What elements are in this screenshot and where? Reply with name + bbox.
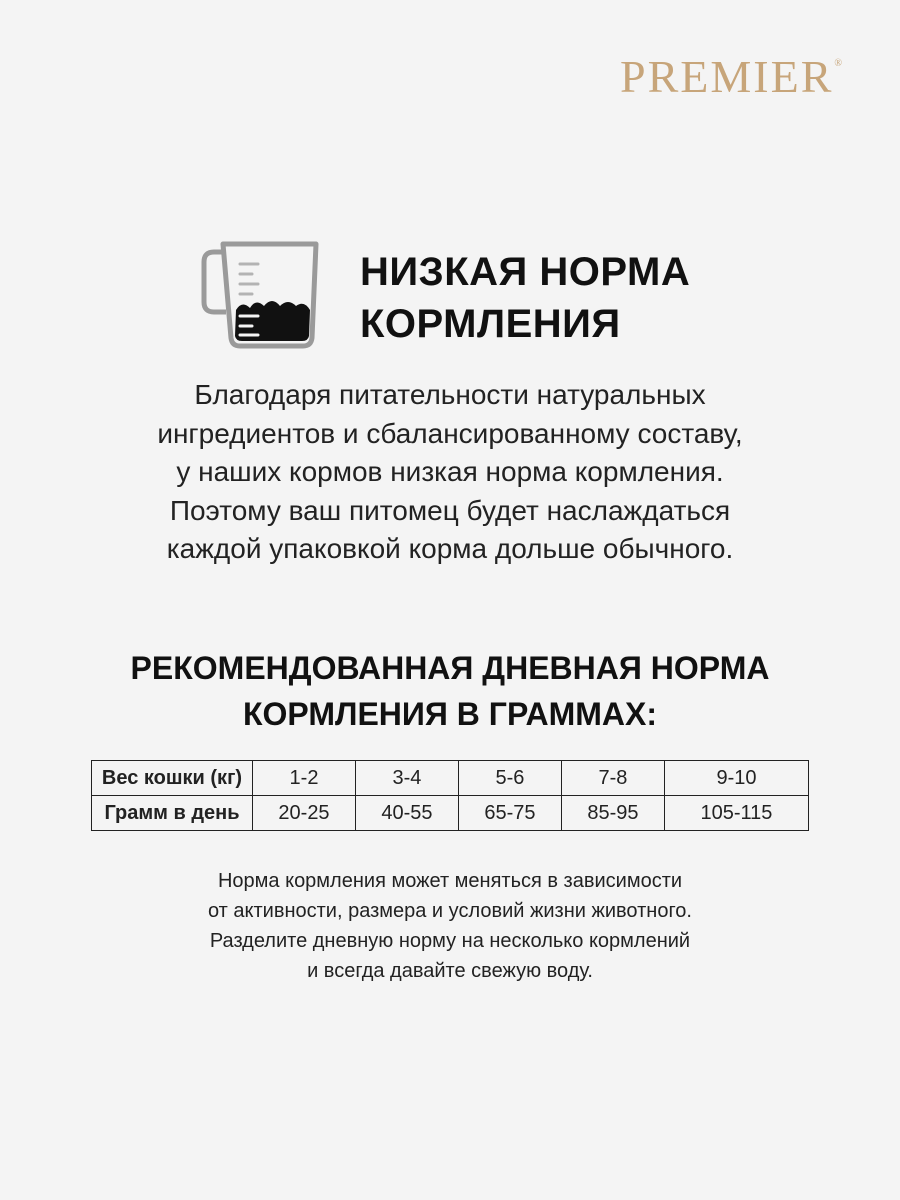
measuring-cup-icon — [196, 240, 322, 352]
intro-line: каждой упаковкой корма дольше обычного. — [166, 533, 734, 564]
row-header: Грамм в день — [92, 796, 253, 831]
intro-line: Благодаря питательности натуральных — [194, 379, 706, 410]
table-cell: 85-95 — [561, 796, 664, 831]
table-row-grams — [92, 796, 809, 831]
table-cell: 5-6 — [458, 761, 561, 796]
intro-line: ингредиентов и сбалансированному составу, — [157, 417, 743, 449]
page-heading — [360, 246, 690, 350]
intro-line: Поэтому ваш питомец будет наслаждаться — [169, 494, 731, 526]
registered-mark: ® — [834, 58, 842, 69]
table-cell: 65-75 — [458, 796, 561, 831]
table-title-line: КОРМЛЕНИЯ В ГРАММАХ: — [243, 696, 657, 732]
heading-line: КОРМЛЕНИЯ — [360, 302, 621, 346]
note-line: Норма кормления может меняться в зависимости — [217, 870, 683, 892]
feeding-norms-table — [91, 760, 809, 831]
note-line: от активности, размера и условий жизни животного. — [208, 900, 692, 922]
heading-line: НИЗКАЯ НОРМА — [360, 250, 691, 294]
intro-text — [50, 376, 850, 569]
intro-line: у наших кормов низкая норма кормления. — [176, 456, 724, 487]
table-cell: 1-2 — [253, 761, 356, 796]
note-line: Разделите дневную норму на несколько кормлений — [209, 930, 691, 952]
table-cell: 40-55 — [355, 796, 458, 831]
brand-name: PREMIER — [620, 51, 834, 102]
note-line: и всегда давайте свежую воду. — [307, 960, 593, 982]
feeding-note — [60, 866, 840, 986]
table-cell: 7-8 — [561, 761, 664, 796]
table-cell: 3-4 — [355, 761, 458, 796]
table-title — [0, 645, 900, 737]
table-cell: 9-10 — [664, 761, 808, 796]
table-cell: 20-25 — [253, 796, 356, 831]
table-title-line: РЕКОМЕНДОВАННАЯ ДНЕВНАЯ НОРМА — [130, 650, 770, 686]
table-row-weight — [92, 761, 809, 796]
brand-logo — [620, 50, 842, 103]
table-cell: 105-115 — [664, 796, 808, 831]
row-header: Вес кошки (кг) — [92, 761, 253, 796]
